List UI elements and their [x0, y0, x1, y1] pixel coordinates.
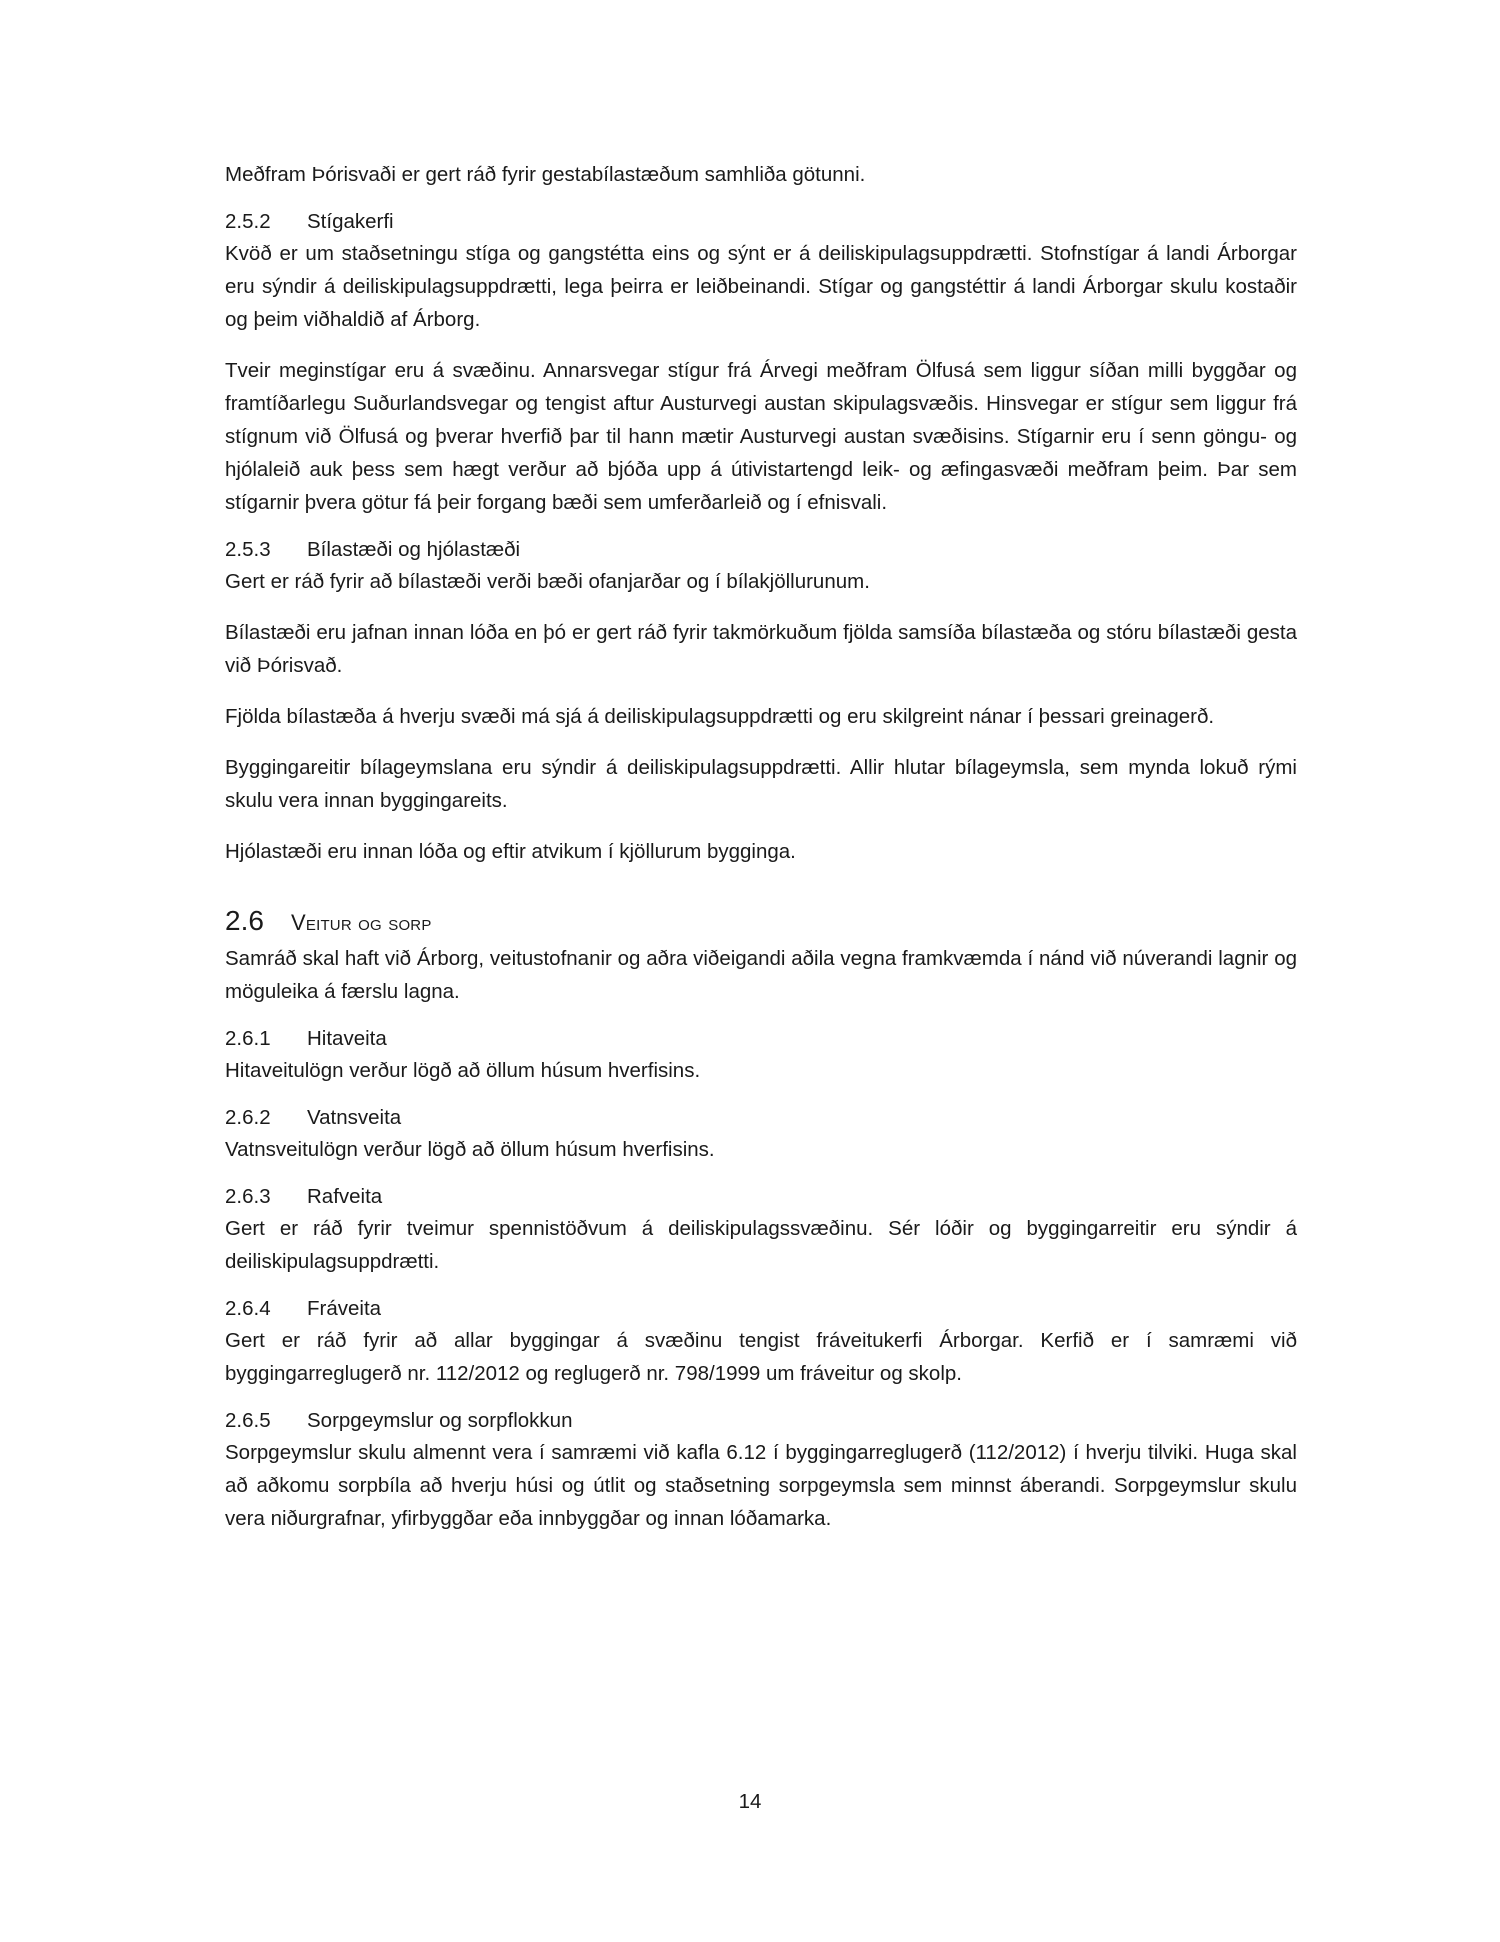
paragraph: Samráð skal haft við Árborg, veitustofnanir og aðra viðeigandi aðila vegna framkvæmda í nánd við núverandi lagnir og möguleika á færslu lagna.: [225, 947, 1297, 1003]
heading-title: Veitur og sorp: [291, 910, 432, 935]
heading-2-6-1: [225, 1024, 1297, 1054]
heading-2-6-4: [225, 1294, 1297, 1324]
paragraph: Hitaveitulögn verður lögð að öllum húsum hverfisins.: [225, 1059, 701, 1082]
heading-title: Sorpgeymslur og sorpflokkun: [307, 1409, 573, 1432]
heading-2-6-5: [225, 1406, 1297, 1436]
paragraph: Gert er ráð fyrir tveimur spennistöðvum á deiliskipulagssvæðinu. Sér lóðir og byggingarreitir eru sýndir á deiliskipulagsuppdrætti.: [225, 1217, 1297, 1273]
heading-title: Hitaveita: [307, 1027, 387, 1050]
paragraph: Bílastæði eru jafnan innan lóða en þó er gert ráð fyrir takmörkuðum fjölda samsíða bílastæða og stóru bílastæði gesta við Þórisvað.: [225, 621, 1297, 677]
heading-number: 2.5.3: [225, 538, 271, 561]
heading-number: 2.6.1: [225, 1027, 271, 1050]
heading-2-5-2: [225, 207, 1297, 237]
heading-title: Rafveita: [307, 1185, 383, 1208]
paragraph: Kvöð er um staðsetningu stíga og gangstétta eins og sýnt er á deiliskipulagsuppdrætti. Stofnstígar á landi Árborgar eru sýndir á deiliskipulagsuppdrætti, lega þeirra er leiðbeinandi. Stígar og gangstéttir á landi Árborgar skulu kostaðir og þeim viðhaldið af Árborg.: [225, 242, 1297, 331]
document-page: [225, 158, 1297, 1535]
heading-number: 2.6.3: [225, 1185, 271, 1208]
paragraph: Vatnsveitulögn verður lögð að öllum húsum hverfisins.: [225, 1138, 715, 1161]
heading-title: Bílastæði og hjólastæði: [307, 538, 521, 561]
heading-2-6: [225, 902, 1297, 942]
heading-2-6-3: [225, 1182, 1297, 1212]
paragraph: Hjólastæði eru innan lóða og eftir atvikum í kjöllurum bygginga.: [225, 840, 796, 863]
heading-title: Fráveita: [307, 1297, 382, 1320]
heading-number: 2.6.4: [225, 1297, 271, 1320]
heading-title: Vatnsveita: [307, 1106, 402, 1129]
heading-number: 2.6.5: [225, 1409, 271, 1432]
heading-title: Stígakerfi: [307, 210, 394, 233]
heading-2-6-2: [225, 1103, 1297, 1133]
page-number: 14: [738, 1790, 762, 1813]
paragraph: Gert er ráð fyrir að allar byggingar á svæðinu tengist fráveitukerfi Árborgar. Kerfið er í samræmi við byggingarreglugerð nr. 112/2012 og reglugerð nr. 798/1999 um fráveitur og skolp.: [225, 1329, 1297, 1385]
paragraph: Byggingareitir bílageymslana eru sýndir á deiliskipulagsuppdrætti. Allir hlutar bílageymsla, sem mynda lokuð rými skulu vera innan byggingareits.: [225, 756, 1297, 812]
heading-number: 2.6.2: [225, 1106, 271, 1129]
paragraph: Sorpgeymslur skulu almennt vera í samræmi við kafla 6.12 í byggingarreglugerð (112/2012) í hverju tilviki. Huga skal að aðkomu sorpbíla að hverju húsi og útlit og staðsetning sorpgeymsla sem minnst áberandi. Sorpgeymslur skulu vera niðurgrafnar, yfirbyggðar eða innbyggðar og innan lóðamarka.: [225, 1441, 1297, 1530]
paragraph: Tveir meginstígar eru á svæðinu. Annarsvegar stígur frá Árvegi meðfram Ölfusá sem liggur síðan milli byggðar og framtíðarlegu Suðurlandsvegar og tengist aftur Austurvegi austan skipulagsvæðis. Hinsvegar er stígur sem liggur frá stígnum við Ölfusá og þverar hverfið þar til hann mætir Austurvegi austan svæðisins. Stígarnir eru í senn göngu- og hjólaleið auk þess sem hægt verður að bjóða upp á útivistartengd leik- og æfingasvæði meðfram þeim. Þar sem stígarnir þvera götur fá þeir forgang bæði sem umferðarleið og í efnisvali.: [225, 359, 1297, 514]
heading-number: 2.5.2: [225, 210, 271, 233]
intro-paragraph: Meðfram Þórisvaði er gert ráð fyrir gestabílastæðum samhliða götunni.: [225, 163, 866, 186]
heading-number: 2.6: [225, 905, 264, 936]
paragraph: Gert er ráð fyrir að bílastæði verði bæði ofanjarðar og í bílakjöllurunum.: [225, 570, 870, 593]
heading-2-5-3: [225, 535, 1297, 565]
paragraph: Fjölda bílastæða á hverju svæði má sjá á deiliskipulagsuppdrætti og eru skilgreint nánar í þessari greinagerð.: [225, 705, 1215, 728]
